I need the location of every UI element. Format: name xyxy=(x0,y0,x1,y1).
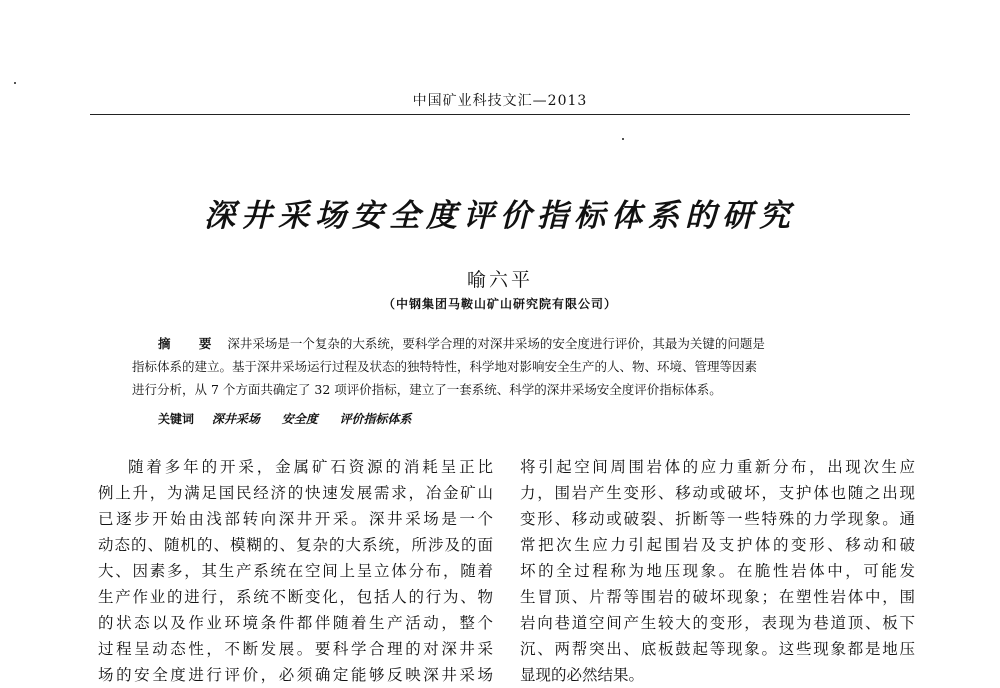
body-right-column xyxy=(520,454,915,688)
keywords-label: 关键词 xyxy=(158,412,195,426)
scan-speck xyxy=(14,82,16,84)
author-name: 喻六平 xyxy=(466,269,533,291)
body-line: 沉、两帮突出、底板鼓起等现象。这些现象都是地压 xyxy=(520,640,915,658)
abstract-line-2: 指标体系的建立。基于深井采场运行过程及状态的独特特性，科学地对影响安全生产的人、物、环境、管理等因素 xyxy=(132,359,758,374)
body-line: 生冒顶、片帮等围岩的破坏现象；在塑性岩体中，围 xyxy=(520,588,915,606)
abstract-line-3: 进行分析，从 7 个方面共确定了 32 项评价指标，建立了一套系统、科学的深井采场安全度评价指标体系。 xyxy=(132,382,722,397)
body-line: 已逐步开始由浅部转向深井开采。深井采场是一个 xyxy=(98,510,493,528)
abstract-label: 摘 要 xyxy=(158,336,224,351)
keywords xyxy=(158,410,430,427)
body-line: 显现的必然结果。 xyxy=(520,666,645,684)
body-line: 岩向巷道空间产生较大的变形，表现为巷道顶、板下 xyxy=(520,614,915,632)
scan-speck xyxy=(622,138,624,140)
body-line: 力，围岩产生变形、移动或破坏，支护体也随之出现 xyxy=(520,484,915,502)
keyword-item: 深井采场 xyxy=(211,412,260,426)
keyword-item: 评价指标体系 xyxy=(339,412,412,426)
body-line: 例上升，为满足国民经济的快速发展需求，冶金矿山 xyxy=(98,484,493,502)
body-line: 场的安全度进行评价，必须确定能够反映深井采场 xyxy=(98,666,493,684)
paper-title: 深井采场安全度评价指标体系的研究 xyxy=(204,198,796,234)
body-line: 坏的全过程称为地压现象。在脆性岩体中，可能发 xyxy=(520,562,915,580)
body-left-column xyxy=(98,454,493,688)
body-line: 变形、移动或破裂、折断等一些特殊的力学现象。通 xyxy=(520,510,915,528)
author-affiliation: （中钢集团马鞍山矿山研究院有限公司） xyxy=(382,297,617,311)
body-line: 将引起空间周围岩体的应力重新分布，出现次生应 xyxy=(520,458,915,476)
keyword-item: 安全度 xyxy=(281,412,318,426)
abstract xyxy=(132,332,877,401)
body-line: 大、因素多，其生产系统在空间上呈立体分布，随着 xyxy=(98,562,493,580)
body-line: 生产作业的进行，系统不断变化，包括人的行为、物 xyxy=(98,588,493,606)
running-header: 中国矿业科技文汇—2013 xyxy=(412,93,588,109)
body-line: 常把次生应力引起围岩及支护体的变形、移动和破 xyxy=(520,536,915,554)
body-line: 随着多年的开采，金属矿石资源的消耗呈正比 xyxy=(128,458,493,476)
body-line: 过程呈动态性，不断发展。要科学合理的对深井采 xyxy=(98,640,493,658)
abstract-text: 深井采场是一个复杂的大系统，要科学合理的对深井采场的安全度进行评价，其最为关键的问题是 xyxy=(227,336,765,351)
abstract-line-1 xyxy=(132,332,877,355)
header-rule xyxy=(90,114,910,115)
body-line: 动态的、随机的、模糊的、复杂的大系统，所涉及的面 xyxy=(98,536,493,554)
body-line: 的状态以及作业环境条件都伴随着生产活动，整个 xyxy=(98,614,493,632)
